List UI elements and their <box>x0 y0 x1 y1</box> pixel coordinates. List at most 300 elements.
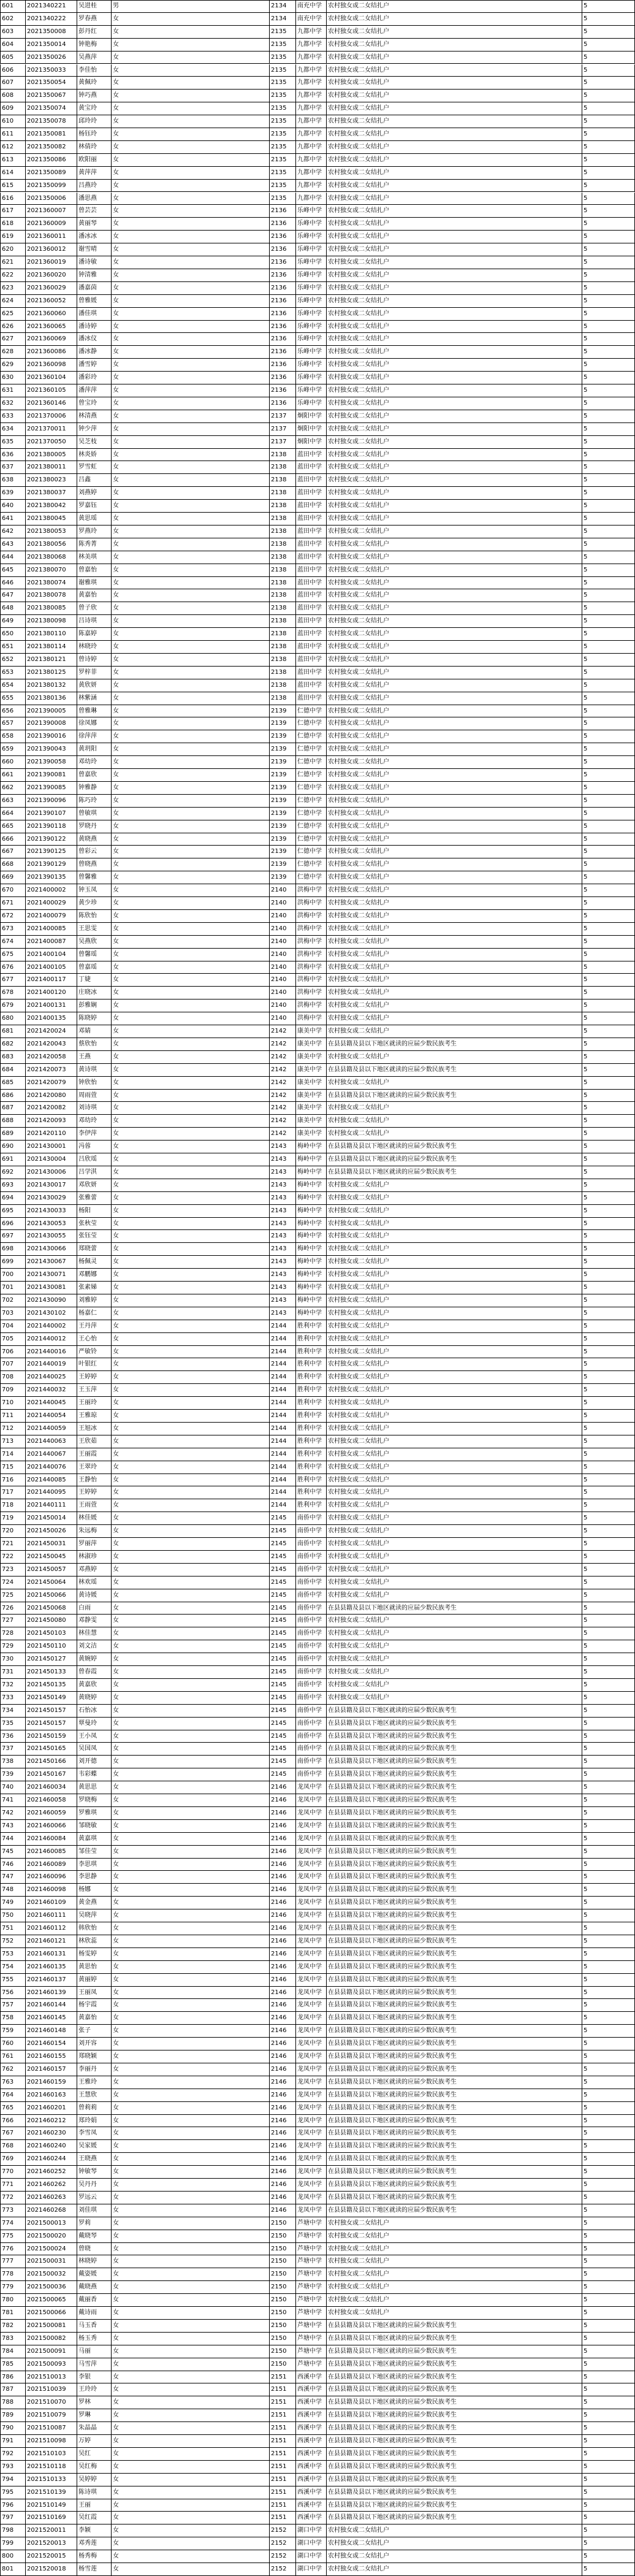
name-cell: 罗莉 <box>77 2217 112 2230</box>
name-cell: 王静怡 <box>77 1474 112 1487</box>
exam-id-cell: 2021350014 <box>26 39 77 52</box>
school-cell: 九都中学 <box>296 180 327 193</box>
seq-cell: 778 <box>0 2268 26 2281</box>
category-cell: 在县县籍及县以下地区就读的应届少数民族考生 <box>327 2409 582 2422</box>
category-cell: 在县县籍及县以下地区就读的应届少数民族考生 <box>327 1820 582 1833</box>
seq-cell: 673 <box>0 923 26 936</box>
exam-id-cell: 2021430006 <box>26 1166 77 1179</box>
gender-cell: 女 <box>112 256 270 269</box>
name-cell: 李银 <box>77 2371 112 2384</box>
seq-cell: 777 <box>0 2255 26 2268</box>
category-cell: 农村独女或二女结扎户 <box>327 692 582 705</box>
table-row <box>0 423 635 436</box>
gender-cell: 女 <box>112 1230 270 1243</box>
school-cell: 梅岭中学 <box>296 1230 327 1243</box>
seq-cell: 630 <box>0 372 26 384</box>
name-cell: 刘雅婷 <box>77 1294 112 1307</box>
table-row <box>0 1461 635 1474</box>
points-cell: 5 <box>582 1666 635 1679</box>
category-cell: 农村独女或二女结扎户 <box>327 2537 582 2550</box>
category-cell: 在县县籍及县以下地区就读的应届少数民族考生 <box>327 2050 582 2063</box>
school-code-cell: 2146 <box>270 2063 296 2076</box>
name-cell: 潘思燕 <box>77 193 112 205</box>
points-cell: 5 <box>582 1499 635 1512</box>
category-cell: 农村独女或二女结扎户 <box>327 987 582 999</box>
table-row <box>0 1833 635 1846</box>
gender-cell: 女 <box>112 2345 270 2358</box>
exam-id-cell: 2021500020 <box>26 2230 77 2243</box>
seq-cell: 728 <box>0 1627 26 1640</box>
school-cell: 洪梅中学 <box>296 897 327 910</box>
name-cell: 罗晓丹 <box>77 820 112 833</box>
school-code-cell: 2139 <box>270 717 296 730</box>
category-cell: 农村独女或二女结扎户 <box>327 115 582 128</box>
gender-cell: 女 <box>112 2243 270 2256</box>
points-cell: 5 <box>582 808 635 820</box>
gender-cell: 女 <box>112 2409 270 2422</box>
seq-cell: 722 <box>0 1551 26 1564</box>
points-cell: 5 <box>582 782 635 795</box>
seq-cell: 657 <box>0 717 26 730</box>
table-row <box>0 115 635 128</box>
school-code-cell: 2139 <box>270 782 296 795</box>
school-cell: 胜利中学 <box>296 1486 327 1499</box>
category-cell: 在县县籍及县以下地区就读的应届少数民族考生 <box>327 1999 582 2012</box>
table-row <box>0 1871 635 1884</box>
gender-cell: 女 <box>112 461 270 474</box>
exam-id-cell: 2021510070 <box>26 2396 77 2409</box>
school-code-cell: 2144 <box>270 1346 296 1359</box>
gender-cell: 女 <box>112 692 270 705</box>
table-row <box>0 205 635 218</box>
category-cell: 农村独女或二女结扎户 <box>327 1269 582 1282</box>
exam-id-cell: 2021440076 <box>26 1461 77 1474</box>
table-row <box>0 2294 635 2307</box>
name-cell: 林淑珍 <box>77 1551 112 1564</box>
school-cell: 龙凤中学 <box>296 2050 327 2063</box>
school-cell: 乐峰中学 <box>296 384 327 397</box>
school-code-cell: 2139 <box>270 743 296 756</box>
school-code-cell: 2145 <box>270 1666 296 1679</box>
category-cell: 农村独女或二女结扎户 <box>327 487 582 500</box>
school-cell: 仁德中学 <box>296 846 327 858</box>
table-row <box>0 1884 635 1897</box>
school-cell: 胜利中学 <box>296 1320 327 1333</box>
gender-cell: 女 <box>112 589 270 602</box>
points-cell: 5 <box>582 90 635 102</box>
gender-cell: 女 <box>112 1768 270 1781</box>
gender-cell: 女 <box>112 858 270 871</box>
table-row <box>0 2076 635 2089</box>
points-cell: 5 <box>582 2422 635 2435</box>
category-cell: 农村独女或二女结扎户 <box>327 436 582 449</box>
points-cell: 5 <box>582 2499 635 2512</box>
school-code-cell: 2143 <box>270 1243 296 1256</box>
seq-cell: 633 <box>0 410 26 423</box>
category-cell: 在县县籍及县以下地区就读的应届少数民族考生 <box>327 2512 582 2524</box>
points-cell: 5 <box>582 1627 635 1640</box>
points-cell: 5 <box>582 654 635 667</box>
seq-cell: 740 <box>0 1781 26 1794</box>
exam-id-cell: 2021380068 <box>26 551 77 564</box>
table-row <box>0 1012 635 1025</box>
name-cell: 邓燕婷 <box>77 1564 112 1577</box>
gender-cell: 女 <box>112 500 270 513</box>
gender-cell: 女 <box>112 346 270 359</box>
exam-id-cell: 2021510079 <box>26 2409 77 2422</box>
school-cell: 南侨中学 <box>296 1525 327 1538</box>
exam-id-cell: 2021460145 <box>26 2012 77 2025</box>
exam-id-cell: 2021460139 <box>26 1987 77 2000</box>
seq-cell: 711 <box>0 1410 26 1423</box>
exam-id-cell: 2021440025 <box>26 1371 77 1384</box>
exam-id-cell: 2021350082 <box>26 141 77 154</box>
gender-cell: 女 <box>112 743 270 756</box>
table-row <box>0 628 635 641</box>
gender-cell: 女 <box>112 1333 270 1346</box>
gender-cell: 女 <box>112 1538 270 1551</box>
gender-cell: 女 <box>112 846 270 858</box>
seq-cell: 759 <box>0 2025 26 2038</box>
school-cell: 蓝田中学 <box>296 667 327 679</box>
school-code-cell: 2144 <box>270 1474 296 1487</box>
school-cell: 仁德中学 <box>296 782 327 795</box>
school-code-cell: 2142 <box>270 1077 296 1090</box>
school-code-cell: 2146 <box>270 1922 296 1935</box>
school-code-cell: 2135 <box>270 26 296 39</box>
school-cell: 南侨中学 <box>296 1564 327 1577</box>
school-code-cell: 2146 <box>270 1897 296 1909</box>
name-cell: 王丽 <box>77 2499 112 2512</box>
gender-cell: 女 <box>112 2166 270 2179</box>
name-cell: 朱远梅 <box>77 1525 112 1538</box>
name-cell: 王燕 <box>77 1051 112 1064</box>
gender-cell: 女 <box>112 308 270 321</box>
school-cell: 九都中学 <box>296 77 327 90</box>
table-row <box>0 2320 635 2333</box>
exam-id-cell: 2021510169 <box>26 2512 77 2524</box>
name-cell: 曾嘉欣 <box>77 769 112 782</box>
exam-id-cell: 2021500024 <box>26 2243 77 2256</box>
school-cell: 龙凤中学 <box>296 2204 327 2217</box>
school-code-cell: 2138 <box>270 564 296 577</box>
table-row <box>0 1166 635 1179</box>
category-cell: 在县县籍及县以下地区就读的应届少数民族考生 <box>327 2089 582 2102</box>
name-cell: 陈欣怡 <box>77 910 112 923</box>
gender-cell: 女 <box>112 205 270 218</box>
school-cell: 蓝田中学 <box>296 577 327 590</box>
school-cell: 蓝田中学 <box>296 474 327 487</box>
school-cell: 洪梅中学 <box>296 936 327 949</box>
exam-id-cell: 2021460096 <box>26 1871 77 1884</box>
school-code-cell: 2136 <box>270 397 296 410</box>
school-cell: 湖口中学 <box>296 2537 327 2550</box>
category-cell: 农村独女或二女结扎户 <box>327 1115 582 1128</box>
name-cell: 林美琪 <box>77 551 112 564</box>
points-cell: 5 <box>582 180 635 193</box>
school-code-cell: 2145 <box>270 1692 296 1705</box>
exam-id-cell: 2021500036 <box>26 2281 77 2294</box>
gender-cell: 女 <box>112 2192 270 2204</box>
school-code-cell: 2146 <box>270 1794 296 1807</box>
points-cell: 5 <box>582 833 635 846</box>
gender-cell: 女 <box>112 1627 270 1640</box>
points-cell: 5 <box>582 2345 635 2358</box>
name-cell: 邹佳莹 <box>77 1846 112 1859</box>
seq-cell: 708 <box>0 1371 26 1384</box>
category-cell: 在县县籍及县以下地区就读的应届少数民族考生 <box>327 1153 582 1166</box>
category-cell: 农村独女或二女结扎户 <box>327 346 582 359</box>
table-row <box>0 1922 635 1935</box>
points-cell: 5 <box>582 1871 635 1884</box>
table-row <box>0 1205 635 1218</box>
category-cell: 在县县籍及县以下地区就读的应届少数民族考生 <box>327 1948 582 1961</box>
school-cell: 南侨中学 <box>296 1653 327 1666</box>
school-code-cell: 2138 <box>270 513 296 526</box>
table-row <box>0 13 635 26</box>
gender-cell: 女 <box>112 999 270 1012</box>
table-row <box>0 654 635 667</box>
gender-cell: 女 <box>112 474 270 487</box>
seq-cell: 608 <box>0 90 26 102</box>
table-row <box>0 1859 635 1871</box>
exam-id-cell: 2021450066 <box>26 1589 77 1602</box>
exam-id-cell: 2021360098 <box>26 359 77 372</box>
points-cell: 5 <box>582 2435 635 2448</box>
points-cell: 5 <box>582 2486 635 2499</box>
name-cell: 林紫涵 <box>77 692 112 705</box>
seq-cell: 642 <box>0 526 26 538</box>
name-cell: 吕学淇 <box>77 1166 112 1179</box>
school-cell: 仁德中学 <box>296 705 327 718</box>
gender-cell: 女 <box>112 487 270 500</box>
school-cell: 康美中学 <box>296 1102 327 1115</box>
school-code-cell: 2144 <box>270 1499 296 1512</box>
seq-cell: 652 <box>0 654 26 667</box>
name-cell: 李颖 <box>77 2524 112 2537</box>
table-row <box>0 295 635 308</box>
gender-cell: 女 <box>112 1384 270 1397</box>
school-cell: 胜利中学 <box>296 1474 327 1487</box>
name-cell: 曾春霞 <box>77 1666 112 1679</box>
gender-cell: 女 <box>112 1602 270 1615</box>
school-code-cell: 2145 <box>270 1602 296 1615</box>
exam-id-cell: 2021350089 <box>26 167 77 180</box>
gender-cell: 女 <box>112 180 270 193</box>
name-cell: 邓鹏娜 <box>77 1269 112 1282</box>
school-cell: 龙凤中学 <box>296 1859 327 1871</box>
category-cell: 农村独女或二女结扎户 <box>327 218 582 231</box>
name-cell: 郑玲娟 <box>77 2115 112 2128</box>
points-cell: 5 <box>582 1012 635 1025</box>
school-code-cell: 2135 <box>270 193 296 205</box>
category-cell: 农村独女或二女结扎户 <box>327 756 582 769</box>
category-cell: 农村独女或二女结扎户 <box>327 128 582 141</box>
exam-id-cell: 2021450110 <box>26 1640 77 1653</box>
table-row <box>0 1294 635 1307</box>
gender-cell: 女 <box>112 64 270 77</box>
seq-cell: 783 <box>0 2333 26 2345</box>
name-cell: 张素娣 <box>77 1282 112 1294</box>
points-cell: 5 <box>582 1410 635 1423</box>
gender-cell: 女 <box>112 77 270 90</box>
name-cell: 叶银红 <box>77 1358 112 1371</box>
category-cell: 农村独女或二女结扎户 <box>327 897 582 910</box>
points-cell: 5 <box>582 949 635 961</box>
exam-id-cell: 2021460109 <box>26 1897 77 1909</box>
exam-id-cell: 2021360011 <box>26 231 77 243</box>
table-row <box>0 2179 635 2192</box>
table-row <box>0 372 635 384</box>
school-code-cell: 2140 <box>270 974 296 987</box>
school-code-cell: 2145 <box>270 1627 296 1640</box>
name-cell: 吴进桂 <box>77 0 112 13</box>
gender-cell: 女 <box>112 564 270 577</box>
seq-cell: 785 <box>0 2358 26 2371</box>
school-code-cell: 2144 <box>270 1486 296 1499</box>
school-code-cell: 2146 <box>270 1948 296 1961</box>
seq-cell: 716 <box>0 1474 26 1487</box>
table-row <box>0 1564 635 1577</box>
school-cell: 九都中学 <box>296 167 327 180</box>
points-cell: 5 <box>582 269 635 282</box>
category-cell: 在县县籍及县以下地区就读的应届少数民族考生 <box>327 1859 582 1871</box>
category-cell: 农村独女或二女结扎户 <box>327 2217 582 2230</box>
seq-cell: 681 <box>0 1025 26 1038</box>
exam-id-cell: 2021460154 <box>26 2038 77 2050</box>
name-cell: 林晓玲 <box>77 641 112 654</box>
exam-id-cell: 2021380037 <box>26 487 77 500</box>
seq-cell: 717 <box>0 1486 26 1499</box>
gender-cell: 女 <box>112 1448 270 1461</box>
school-code-cell: 2139 <box>270 820 296 833</box>
name-cell: 王婷婷 <box>77 1486 112 1499</box>
exam-id-cell: 2021460137 <box>26 1974 77 1987</box>
category-cell: 农村独女或二女结扎户 <box>327 2563 582 2576</box>
name-cell: 吴婷婷 <box>77 2474 112 2486</box>
school-code-cell: 2150 <box>270 2333 296 2345</box>
seq-cell: 712 <box>0 1423 26 1435</box>
school-code-cell: 2143 <box>270 1192 296 1205</box>
table-row <box>0 384 635 397</box>
category-cell: 农村独女或二女结扎户 <box>327 2524 582 2537</box>
category-cell: 农村独女或二女结扎户 <box>327 1564 582 1577</box>
name-cell: 王丽霞 <box>77 1448 112 1461</box>
points-cell: 5 <box>582 243 635 256</box>
school-cell: 芦塘中学 <box>296 2255 327 2268</box>
gender-cell: 女 <box>112 102 270 115</box>
category-cell: 农村独女或二女结扎户 <box>327 961 582 974</box>
gender-cell: 女 <box>112 910 270 923</box>
school-cell: 芦塘中学 <box>296 2268 327 2281</box>
school-code-cell: 2146 <box>270 2192 296 2204</box>
gender-cell: 女 <box>112 2333 270 2345</box>
name-cell: 曾雅媛 <box>77 295 112 308</box>
school-cell: 龙凤中学 <box>296 1987 327 2000</box>
category-cell: 农村独女或二女结扎户 <box>327 923 582 936</box>
seq-cell: 751 <box>0 1922 26 1935</box>
category-cell: 在县县籍及县以下地区就读的应届少数民族考生 <box>327 2166 582 2179</box>
category-cell: 在县县籍及县以下地区就读的应届少数民族考生 <box>327 1718 582 1730</box>
gender-cell: 女 <box>112 282 270 295</box>
category-cell: 在县县籍及县以下地区就读的应届少数民族考生 <box>327 1730 582 1743</box>
category-cell: 在县县籍及县以下地区就读的应届少数民族考生 <box>327 1794 582 1807</box>
seq-cell: 615 <box>0 180 26 193</box>
school-cell: 洪梅中学 <box>296 987 327 999</box>
name-cell: 吴晓萍 <box>77 1909 112 1922</box>
table-row <box>0 2396 635 2409</box>
seq-cell: 661 <box>0 769 26 782</box>
school-code-cell: 2145 <box>270 1679 296 1692</box>
table-row <box>0 1371 635 1384</box>
points-cell: 5 <box>582 1025 635 1038</box>
gender-cell: 女 <box>112 410 270 423</box>
points-cell: 5 <box>582 1153 635 1166</box>
school-cell: 乐峰中学 <box>296 321 327 334</box>
table-row <box>0 1615 635 1627</box>
exam-id-cell: 2021350033 <box>26 64 77 77</box>
points-cell: 5 <box>582 423 635 436</box>
exam-id-cell: 2021380074 <box>26 577 77 590</box>
gender-cell: 女 <box>112 1461 270 1474</box>
seq-cell: 663 <box>0 795 26 808</box>
points-cell: 5 <box>582 1794 635 1807</box>
exam-id-cell: 2021370006 <box>26 410 77 423</box>
seq-cell: 773 <box>0 2204 26 2217</box>
exam-id-cell: 2021460262 <box>26 2179 77 2192</box>
table-row <box>0 2268 635 2281</box>
name-cell: 吕欣瑶 <box>77 1153 112 1166</box>
school-code-cell: 2146 <box>270 2153 296 2166</box>
exam-id-cell: 2021430071 <box>26 1269 77 1282</box>
points-cell: 5 <box>582 64 635 77</box>
gender-cell: 女 <box>112 2255 270 2268</box>
exam-id-cell: 2021460230 <box>26 2127 77 2140</box>
school-cell: 龙凤中学 <box>296 2089 327 2102</box>
gender-cell: 女 <box>112 1397 270 1410</box>
points-cell: 5 <box>582 2255 635 2268</box>
exam-id-cell: 2021430067 <box>26 1256 77 1269</box>
seq-cell: 760 <box>0 2038 26 2050</box>
table-row <box>0 2435 635 2448</box>
school-code-cell: 2136 <box>270 218 296 231</box>
table-row <box>0 1743 635 1756</box>
gender-cell: 女 <box>112 513 270 526</box>
exam-id-cell: 2021440059 <box>26 1423 77 1435</box>
points-cell: 5 <box>582 1935 635 1948</box>
name-cell: 黄玥阳 <box>77 743 112 756</box>
exam-id-cell: 2021500093 <box>26 2358 77 2371</box>
points-cell: 5 <box>582 1653 635 1666</box>
exam-id-cell: 2021420043 <box>26 1038 77 1051</box>
exam-id-cell: 2021450068 <box>26 1602 77 1615</box>
points-cell: 5 <box>582 128 635 141</box>
school-code-cell: 2135 <box>270 167 296 180</box>
school-code-cell: 2151 <box>270 2371 296 2384</box>
category-cell: 农村独女或二女结扎户 <box>327 282 582 295</box>
name-cell: 钟巧燕 <box>77 90 112 102</box>
category-cell: 农村独女或二女结扎户 <box>327 1025 582 1038</box>
table-row <box>0 2409 635 2422</box>
school-cell: 龙凤中学 <box>296 2166 327 2179</box>
exam-id-cell: 2021520018 <box>26 2563 77 2576</box>
school-cell: 梅岭中学 <box>296 1218 327 1231</box>
name-cell: 吴国凤 <box>77 1743 112 1756</box>
category-cell: 农村独女或二女结扎户 <box>327 64 582 77</box>
category-cell: 在县县籍及县以下地区就读的应届少数民族考生 <box>327 1884 582 1897</box>
school-code-cell: 2144 <box>270 1358 296 1371</box>
name-cell: 黄宝玲 <box>77 102 112 115</box>
